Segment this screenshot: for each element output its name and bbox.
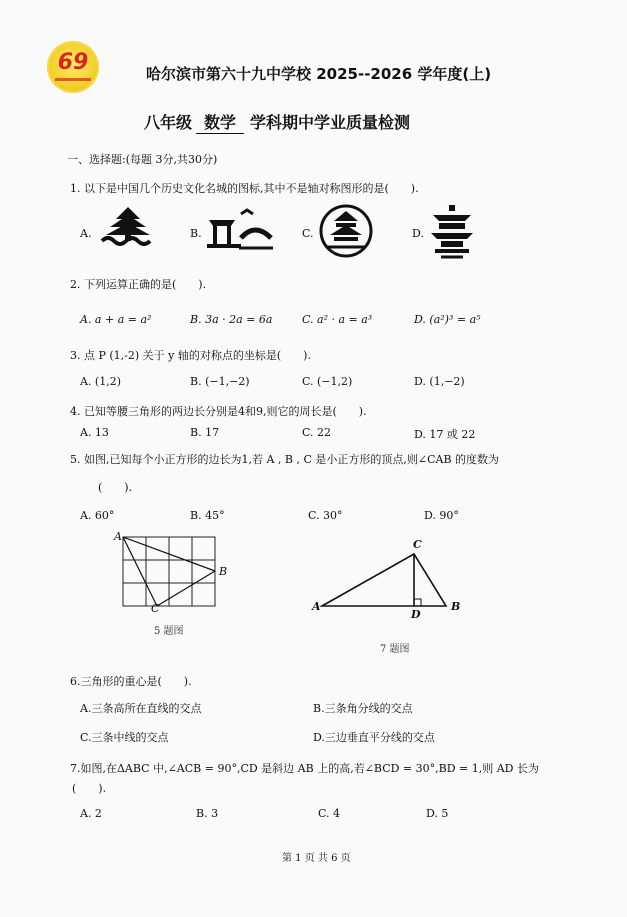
q7-label-b: B [451,600,461,613]
circle-temple-icon [316,203,376,259]
q2-option-a: A. a + a = a² [80,313,152,326]
school-title: 哈尔滨市第六十九中学校 2025--2026 学年度(上) [146,65,492,83]
logo-number: 69 [57,50,89,75]
q7-stem: 7.如图,在ΔABC 中,∠ACB = 90°,CD 是斜边 AB 上的高,若∠BCD = 30°,BD = 1,则 AD 长为 [70,762,539,775]
q5-blank: ( ). [98,481,133,494]
q6-option-c: C.三条中线的交点 [80,731,169,744]
q3-option-a: A. (1,2) [80,375,122,388]
q1-stem: 1. 以下是中国几个历史文化名城的图标,其中不是轴对称图形的是( ). [70,182,419,195]
q6-option-d: D.三边垂直平分线的交点 [313,731,435,744]
q1-option-a: A. [80,227,92,240]
q1-option-d: D. [412,227,424,240]
q5-option-a: A. 60° [80,509,115,522]
q5-label-b: B [219,565,228,578]
q2-option-c: C. a² · a = a³ [302,313,373,326]
q5-label-c: C [151,602,160,615]
q7-triangle-figure [320,550,450,610]
q3-stem: 3. 点 P (1,-2) 关于 y 轴的对称点的坐标是( ). [70,349,311,362]
q7-option-a: A. 2 [80,807,102,820]
q4-option-d: D. 17 或 22 [414,428,476,441]
section-heading: 一、选择题:(每题 3分,共30分) [67,153,218,166]
q4-option-a: A. 13 [80,426,109,439]
school-logo [47,41,99,93]
q3-option-b: B. (−1,−2) [190,375,250,388]
exam-name: 学科期中学业质量检测 [250,113,411,132]
q6-option-a: A.三条高所在直线的交点 [80,702,202,715]
q5-option-b: B. 45° [190,509,225,522]
grade-label: 八年级 [144,113,193,132]
q5-stem: 5. 如图,已知每个小正方形的边长为1,若 A , B , C 是小正方形的顶点,则∠CAB 的度数为 [70,453,500,466]
q3-option-d: D. (1,−2) [414,375,465,388]
q7-option-c: C. 4 [318,807,341,820]
q2-option-b: B. 3a · 2a = 6a [190,313,273,326]
q5-label-a: A [114,530,122,543]
q4-option-b: B. 17 [190,426,220,439]
q5-option-c: C. 30° [308,509,343,522]
exam-title [144,110,410,134]
q3-option-c: C. (−1,2) [302,375,353,388]
q2-option-d: D. (a²)³ = a⁵ [414,313,481,326]
q5-figure-caption: 5 题图 [154,626,184,637]
q7-blank: ( ). [72,782,107,795]
q2-stem: 2. 下列运算正确的是( ). [70,278,207,291]
logo-band [55,78,91,81]
tower-symbol-icon [427,203,477,259]
q7-option-d: D. 5 [426,807,449,820]
q7-label-a: A [312,600,321,613]
q7-option-b: B. 3 [196,807,219,820]
page-number: 第 1 页 共 6 页 [282,853,351,864]
q7-label-c: C [413,538,422,551]
q4-stem: 4. 已知等腰三角形的两边长分别是4和9,则它的周长是( ). [70,405,367,418]
q7-label-d: D [411,608,421,621]
q1-option-c: C. [302,227,314,240]
q5-grid-figure [122,536,216,608]
q6-option-b: B.三条角分线的交点 [313,702,413,715]
subject-label: 数学 [196,110,244,134]
pavilion-bridge-icon [205,208,275,250]
q1-option-b: B. [190,227,202,240]
q6-stem: 6.三角形的重心是( ). [70,675,192,688]
q4-option-c: C. 22 [302,426,332,439]
q7-figure-caption: 7 题图 [380,644,410,655]
q5-option-d: D. 90° [424,509,459,522]
pagoda-waves-icon [98,205,158,250]
